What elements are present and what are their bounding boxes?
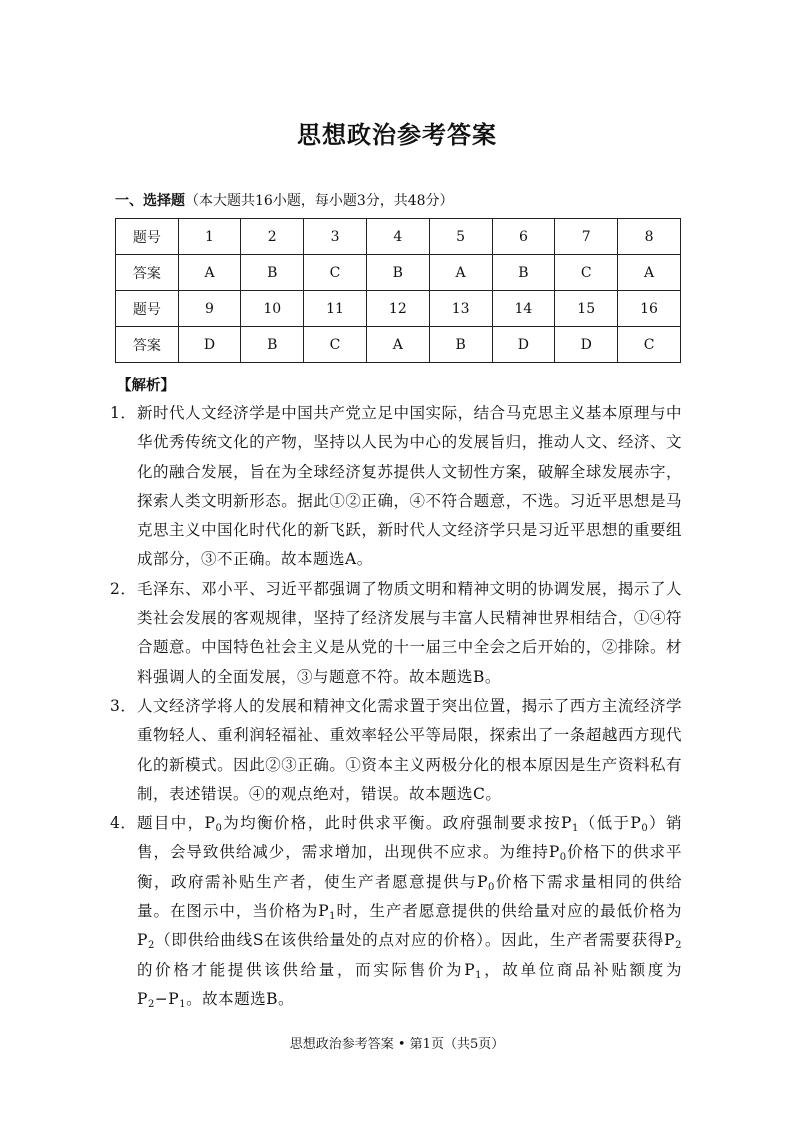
table-row <box>116 327 681 363</box>
item-number: 4． <box>110 814 137 833</box>
table-cell: 3 <box>304 219 367 255</box>
item-number: 3． <box>110 696 137 715</box>
table-cell: 14 <box>492 291 555 327</box>
table-cell: A <box>618 255 681 291</box>
table-cell: B <box>429 327 492 363</box>
table-cell: C <box>555 255 618 291</box>
subscript: 0 <box>488 881 495 893</box>
text-segment: 为均衡价格，此时供求平衡。政府强制要求按P <box>222 814 572 833</box>
table-row <box>116 291 681 327</box>
subscript: 0 <box>559 852 567 864</box>
section-heading <box>115 191 794 211</box>
row-header-cell: 题号 <box>116 291 179 327</box>
text-segment: （即供给曲线S在该供给量处的点对应的价格）。因此，生产者需要获得P <box>154 931 676 950</box>
row-header-cell: 题号 <box>116 219 179 255</box>
text-segment: 题目中，P <box>137 814 216 833</box>
item-text: 毛泽东、邓小平、习近平都强调了物质文明和精神文明的协调发展，揭示了人类社会发展的客观规律，坚持了经济发展与丰富人民精神世界相结合，①④符合题意。中国特色社会主义是从党的十一届三中全会之后开始的，②排除。材料强调人的全面发展，③与题意不符。故本题选B。 <box>137 579 682 686</box>
item-text: 新时代人文经济学是中国共产党立足中国实际，结合马克思主义基本原理与中华优秀传统文化的产物，坚持以人民为中心的发展旨归，推动人文、经济、文化的融合发展，旨在为全球经济复苏提供人文韧性方案，破解全球发展赤字，探索人类文明新形态。据此①②正确，④不符合题意，不选。习近平思想是马克思主义中国化时代化的新飞跃，新时代人文经济学只是习近平思想的重要组成部分，③不正确。故本题选A。 <box>137 404 682 569</box>
table-cell: C <box>304 255 367 291</box>
table-cell: 9 <box>178 291 241 327</box>
table-cell: 6 <box>492 219 555 255</box>
item-number: 1． <box>110 404 137 422</box>
subscript: 1 <box>571 823 579 835</box>
analysis-item <box>110 575 682 692</box>
text-segment: ）销售，会导致供给减少，需求增加，出现供不应求。为维持P <box>137 814 682 862</box>
table-cell: A <box>429 255 492 291</box>
subscript: 2 <box>147 940 155 952</box>
text-segment: ，故单位商品补贴额度为P <box>137 960 682 1008</box>
table-cell: D <box>555 327 618 363</box>
subscript: 0 <box>641 823 649 835</box>
subscript: 1 <box>329 911 337 923</box>
table-cell: D <box>492 327 555 363</box>
table-cell: 16 <box>618 291 681 327</box>
table-cell: B <box>241 255 304 291</box>
table-cell: C <box>618 327 681 363</box>
text-segment: 时，生产者愿意提供的供给量对应的最低价格为P <box>137 902 682 950</box>
subscript: 2 <box>147 998 155 1010</box>
table-cell: 12 <box>366 291 429 327</box>
table-cell: C <box>304 327 367 363</box>
page-footer: 思想政治参考答案 • 第1页（共5页） <box>289 1037 505 1053</box>
analysis-item <box>110 692 682 809</box>
table-cell: A <box>178 255 241 291</box>
table-cell: B <box>241 327 304 363</box>
text-segment: 。故本题选B。 <box>186 989 295 1008</box>
text-segment: 价格下需求量相同的供给量。在图示中，当价格为P <box>137 872 682 921</box>
subscript: 1 <box>475 969 483 981</box>
section-title: 一、选择题 <box>115 193 185 209</box>
table-row <box>116 255 681 291</box>
table-cell: 1 <box>178 219 241 255</box>
answer-table <box>115 218 681 363</box>
item-text: 人文经济学将人的发展和精神文化需求置于突出位置，揭示了西方主流经济学重物轻人、重利润轻福祉、重效率轻公平等局限，探索出了一条超越西方现代化的新模式。因此②③正确。①资本主义两极分化的根本原因是生产资料私有制，表述错误。④的观点绝对，错误。故本题选C。 <box>137 696 682 803</box>
table-cell: 4 <box>366 219 429 255</box>
subscript: 1 <box>179 998 187 1010</box>
table-row <box>116 219 681 255</box>
item-number: 2． <box>110 579 137 598</box>
table-cell: 7 <box>555 219 618 255</box>
analysis-label: 【解析】 <box>117 377 175 394</box>
subscript: 0 <box>215 823 223 835</box>
table-cell: 2 <box>241 219 304 255</box>
table-cell: 8 <box>618 219 681 255</box>
row-header-cell: 答案 <box>116 255 179 291</box>
table-cell: 10 <box>241 291 304 327</box>
page-title: 思想政治参考答案 <box>297 120 497 149</box>
table-cell: B <box>492 255 555 291</box>
text-segment: 的价格才能提供该供给量，而实际售价为P <box>137 960 476 979</box>
text-segment: （低于P <box>578 814 642 833</box>
analysis-list <box>110 399 682 1014</box>
table-cell: 15 <box>555 291 618 327</box>
analysis-item <box>110 399 682 575</box>
text-segment: −P <box>154 989 180 1008</box>
text-segment: 价格下的供求平衡，政府需补贴生产者，使生产者愿意提供与P <box>137 843 682 891</box>
table-cell: A <box>366 327 429 363</box>
table-cell: 13 <box>429 291 492 327</box>
row-header-cell: 答案 <box>116 327 179 363</box>
table-cell: B <box>366 255 429 291</box>
table-cell: 11 <box>304 291 367 327</box>
section-note: （本大题共16小题，每小题3分，共48分） <box>185 193 454 209</box>
item-text <box>137 814 682 1008</box>
table-cell: D <box>178 327 241 363</box>
subscript: 2 <box>675 940 682 952</box>
table-cell: 5 <box>429 219 492 255</box>
analysis-item <box>110 809 682 1014</box>
